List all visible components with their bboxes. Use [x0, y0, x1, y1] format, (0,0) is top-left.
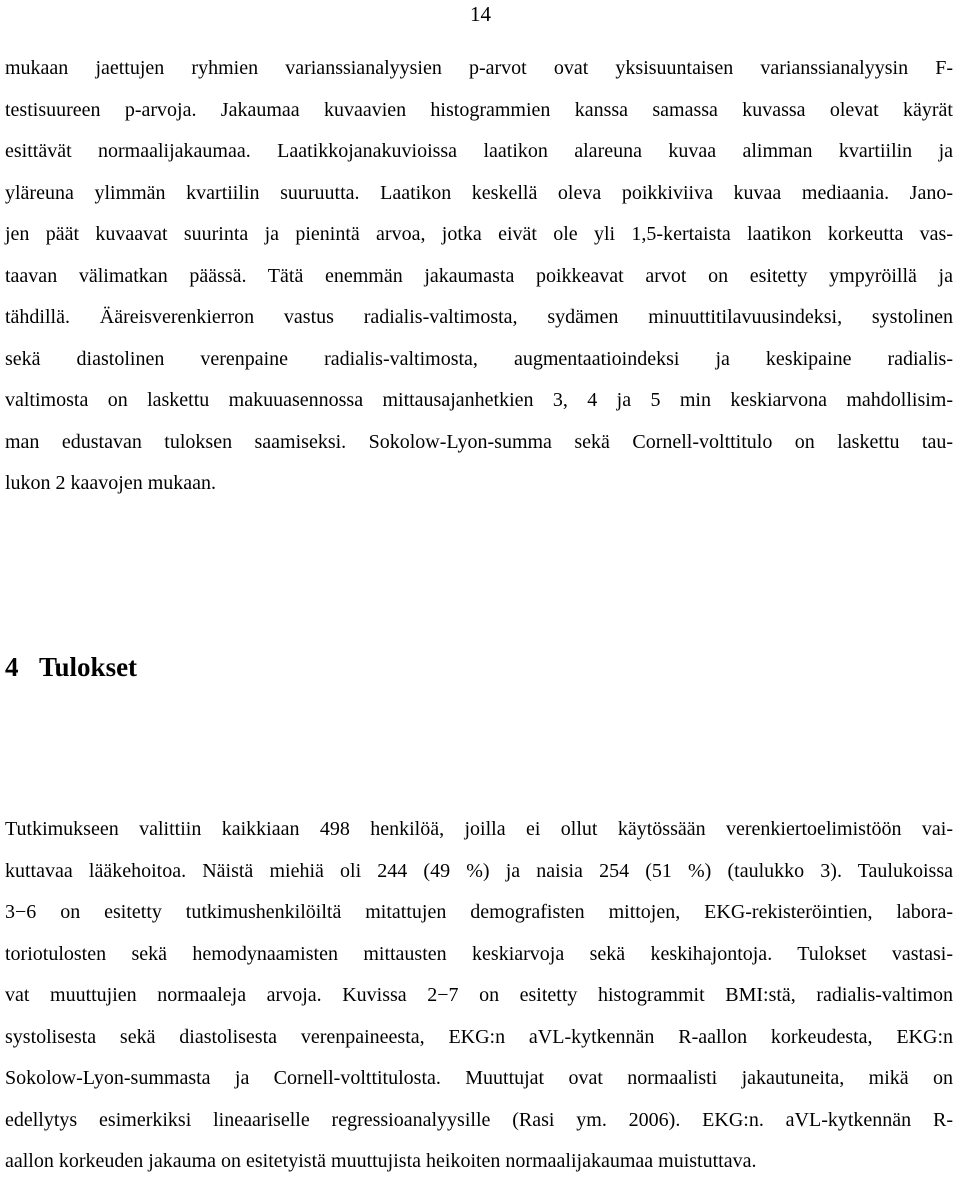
- section-number: 4: [5, 652, 19, 682]
- paragraph-methods: [5, 48, 953, 505]
- text-line: sekä diastolinen verenpaine radialis-valtimosta, augmentaatioindeksi ja keskipaine radialis-: [5, 347, 953, 370]
- text-line: tähdillä. Ääreisverenkierron vastus radialis-valtimosta, sydämen minuuttitilavuusindeksi, systolinen: [5, 306, 953, 328]
- section-title: Tulokset: [39, 652, 138, 682]
- text-line: aallon korkeuden jakauma on esitetyistä muuttujista heikoiten normaalijakaumaa muistuttava.: [5, 1150, 757, 1172]
- text-line: edellytys esimerkiksi lineaariselle regressioanalyysille (Rasi ym. 2006). EKG:n. aVL-kytkennän R-: [5, 1108, 953, 1131]
- text-line: lukon 2 kaavojen mukaan.: [5, 472, 217, 494]
- text-line: man edustavan tuloksen saamiseksi. Sokolow-Lyon-summa sekä Cornell-volttitulo on laskettu tau-: [5, 430, 953, 453]
- text-line: testisuureen p-arvoja. Jakaumaa kuvaavien histogrammien kanssa samassa kuvassa olevat käyrät: [5, 98, 953, 121]
- paragraph-results: [5, 809, 953, 1183]
- text-line: esittävät normaalijakaumaa. Laatikkojanakuvioissa laatikon alareuna kuvaa alimman kvartiilin ja: [5, 140, 953, 162]
- text-line: 3−6 on esitetty tutkimushenkilöiltä mitattujen demografisten mittojen, EKG-rekisteröintien, labora-: [5, 901, 953, 923]
- section-heading: [5, 648, 137, 686]
- text-line: mukaan jaettujen ryhmien varianssianalyysien p-arvot ovat yksisuuntaisen varianssianalyysin F-: [5, 57, 953, 79]
- text-line: toriotulosten sekä hemodynaamisten mittausten keskiarvoja sekä keskihajontoja. Tulokset vastasi-: [5, 942, 953, 965]
- text-line: jen päät kuvaavat suurinta ja pienintä arvoa, jotka eivät ole yli 1,5-kertaista laatikon korkeutta vas-: [5, 223, 953, 245]
- text-line: yläreuna ylimmän kvartiilin suuruutta. Laatikon keskellä oleva poikkiviiva kuvaa mediaania. Jano-: [5, 181, 953, 204]
- text-line: valtimosta on laskettu makuuasennossa mittausajanhetkien 3, 4 ja 5 min keskiarvona mahdollisim-: [5, 389, 953, 411]
- text-line: Sokolow-Lyon-summasta ja Cornell-volttitulosta. Muuttujat ovat normaalisti jakautuneita, mikä on: [5, 1067, 953, 1089]
- text-line: Tutkimukseen valittiin kaikkiaan 498 henkilöä, joilla ei ollut käytössään verenkiertoelimistöön vai-: [5, 818, 953, 840]
- text-line: vat muuttujien normaaleja arvoja. Kuvissa 2−7 on esitetty histogrammit BMI:stä, radialis-valtimon: [5, 984, 953, 1006]
- text-line: taavan välimatkan päässä. Tätä enemmän jakaumasta poikkeavat arvot on esitetty ympyröillä ja: [5, 264, 953, 287]
- text-line: systolisesta sekä diastolisesta verenpaineesta, EKG:n aVL-kytkennän R-aallon korkeudesta, EKG:n: [5, 1025, 953, 1048]
- text-line: kuttavaa lääkehoitoa. Näistä miehiä oli 244 (49 %) ja naisia 254 (51 %) (taulukko 3). Taulukoissa: [5, 859, 953, 882]
- page-number: 14: [470, 2, 491, 26]
